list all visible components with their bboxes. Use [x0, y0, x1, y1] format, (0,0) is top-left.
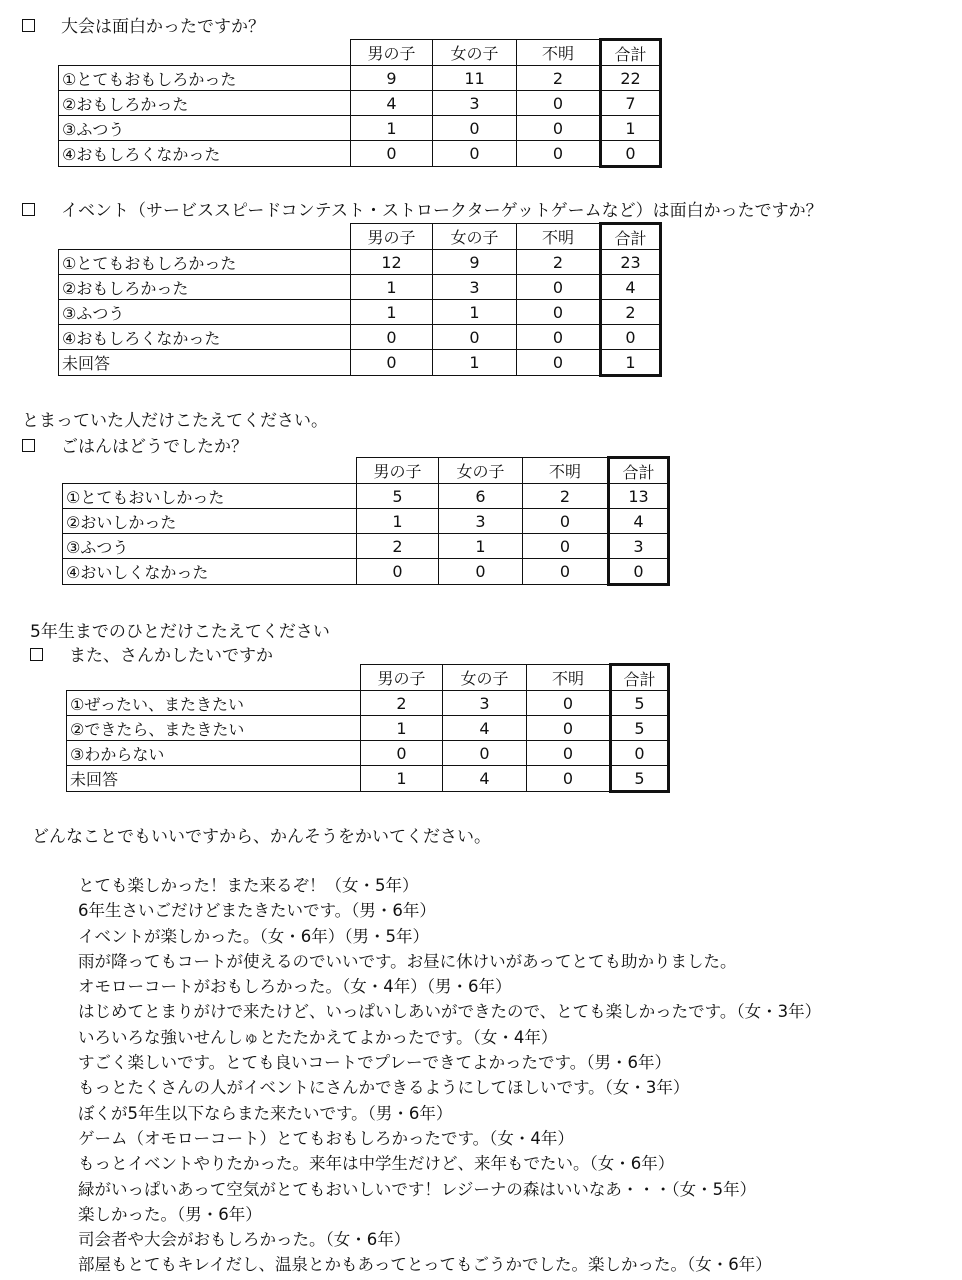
cell-boys: 0	[351, 325, 433, 350]
cell-total: 7	[601, 91, 661, 116]
cell-total: 3	[609, 534, 669, 559]
comment-item: 司会者や大会がおもしろかった。（女・6年）	[78, 1230, 411, 1250]
results-table-2	[58, 222, 662, 377]
cell-girls: 0	[433, 141, 517, 167]
row-label: ③わからない	[67, 741, 361, 766]
row-label: ②おもしろかった	[59, 275, 351, 300]
checkbox-icon	[22, 439, 35, 452]
section-4-intro: 5年生までのひとだけこたえてください	[30, 622, 330, 642]
header-total: 合計	[609, 458, 669, 484]
cell-unknown: 0	[523, 509, 609, 534]
cell-boys: 0	[351, 350, 433, 376]
header-boys: 男の子	[351, 40, 433, 66]
question-2-text: イベント（サービススピードコンテスト・ストロークターゲットゲームなど）は面白かったですか？	[61, 201, 823, 221]
cell-boys: 0	[361, 741, 443, 766]
table-row	[63, 484, 669, 509]
comment-item: イベントが楽しかった。（女・6年）（男・5年）	[78, 926, 429, 946]
question-2	[22, 196, 823, 221]
comments-prompt: どんなことでもいいですから、かんそうをかいてください。	[32, 827, 491, 847]
table-row	[59, 91, 661, 116]
cell-boys: 0	[357, 559, 439, 585]
cell-unknown: 0	[527, 741, 611, 766]
header-total: 合計	[601, 40, 661, 66]
cell-unknown: 0	[517, 300, 601, 325]
cell-boys: 2	[361, 691, 443, 716]
cell-girls: 3	[433, 91, 517, 116]
cell-boys: 9	[351, 66, 433, 91]
cell-boys: 1	[351, 300, 433, 325]
header-blank	[59, 40, 351, 66]
table-row	[63, 534, 669, 559]
cell-girls: 0	[433, 325, 517, 350]
row-label: 未回答	[59, 350, 351, 376]
cell-girls: 1	[433, 350, 517, 376]
table-row	[59, 300, 661, 325]
header-boys: 男の子	[357, 458, 439, 484]
comment-item: もっとイベントやりたかった。来年は中学生だけど、来年もでたい。（女・6年）	[78, 1154, 675, 1174]
table-row	[59, 250, 661, 275]
table-row	[59, 141, 661, 167]
cell-boys: 2	[357, 534, 439, 559]
question-1	[22, 12, 265, 37]
comment-item: 楽しかった。（男・6年）	[78, 1204, 262, 1224]
comment-item: ぼくが5年生以下ならまた来たいです。（男・6年）	[78, 1103, 453, 1123]
cell-total: 1	[601, 116, 661, 141]
header-blank	[67, 665, 361, 691]
cell-unknown: 0	[517, 325, 601, 350]
header-unknown: 不明	[517, 40, 601, 66]
results-table-4	[66, 663, 670, 793]
cell-girls: 3	[439, 509, 523, 534]
row-label: ④おもしろくなかった	[59, 325, 351, 350]
cell-girls: 1	[433, 300, 517, 325]
table-header-row	[59, 40, 661, 66]
cell-boys: 0	[351, 141, 433, 167]
comment-item: もっとたくさんの人がイベントにさんかできるようにしてほしいです。（女・3年）	[78, 1078, 690, 1098]
cell-total: 5	[611, 691, 669, 716]
header-blank	[63, 458, 357, 484]
cell-unknown: 2	[523, 484, 609, 509]
table-row	[59, 350, 661, 376]
cell-boys: 1	[351, 275, 433, 300]
cell-total: 0	[601, 325, 661, 350]
row-label: ③ふつう	[59, 300, 351, 325]
row-label: ①とてもおもしろかった	[59, 66, 351, 91]
row-label: ②おいしかった	[63, 509, 357, 534]
table-header-row	[63, 458, 669, 484]
table-row	[59, 325, 661, 350]
cell-unknown: 0	[523, 534, 609, 559]
checkbox-icon	[30, 648, 43, 661]
cell-unknown: 0	[527, 716, 611, 741]
header-boys: 男の子	[361, 665, 443, 691]
row-label: ③ふつう	[59, 116, 351, 141]
table-row	[59, 275, 661, 300]
table-row	[67, 691, 669, 716]
cell-girls: 0	[433, 116, 517, 141]
table-header-row	[67, 665, 669, 691]
row-label: ①ぜったい、またきたい	[67, 691, 361, 716]
question-4-text: また、さんかしたいですか	[69, 646, 273, 666]
table-row	[67, 766, 669, 792]
cell-girls: 4	[443, 766, 527, 792]
cell-girls: 3	[433, 275, 517, 300]
comment-item: いろいろな強いせんしゅとたたかえてよかったです。（女・4年）	[78, 1027, 558, 1047]
cell-total: 1	[601, 350, 661, 376]
header-total: 合計	[611, 665, 669, 691]
cell-total: 0	[609, 559, 669, 585]
header-unknown: 不明	[527, 665, 611, 691]
comment-item: はじめてとまりがけで来たけど、いっぱいしあいができたので、とても楽しかったです。（女・3年）	[78, 1002, 822, 1022]
results-table-1	[58, 38, 662, 168]
header-unknown: 不明	[523, 458, 609, 484]
header-unknown: 不明	[517, 224, 601, 250]
cell-boys: 5	[357, 484, 439, 509]
header-girls: 女の子	[443, 665, 527, 691]
comment-item: ゲーム（オモローコート）とてもおもしろかったです。（女・4年）	[78, 1128, 574, 1148]
cell-total: 4	[609, 509, 669, 534]
cell-boys: 4	[351, 91, 433, 116]
cell-total: 5	[611, 716, 669, 741]
cell-boys: 1	[357, 509, 439, 534]
table-row	[67, 741, 669, 766]
row-label: ①とてもおいしかった	[63, 484, 357, 509]
header-boys: 男の子	[351, 224, 433, 250]
row-label: ①とてもおもしろかった	[59, 250, 351, 275]
row-label: ③ふつう	[63, 534, 357, 559]
row-label: ②できたら、またきたい	[67, 716, 361, 741]
header-girls: 女の子	[439, 458, 523, 484]
cell-boys: 1	[361, 716, 443, 741]
comment-item: 雨が降ってもコートが使えるのでいいです。お昼に休けいがあってとても助かりました。	[78, 951, 737, 971]
question-1-text: 大会は面白かったですか？	[61, 17, 265, 37]
cell-total: 5	[611, 766, 669, 792]
results-table-3	[62, 456, 670, 586]
cell-boys: 1	[351, 116, 433, 141]
checkbox-icon	[22, 19, 35, 32]
cell-girls: 4	[443, 716, 527, 741]
comment-item: 緑がいっぱいあって空気がとてもおいしいです！レジーナの森はいいなあ・・・（女・5年）	[78, 1179, 757, 1199]
row-label: 未回答	[67, 766, 361, 792]
cell-total: 4	[601, 275, 661, 300]
cell-total: 23	[601, 250, 661, 275]
table-row	[67, 716, 669, 741]
comment-item: 6年生さいごだけどまたきたいです。（男・6年）	[78, 901, 436, 921]
cell-boys: 12	[351, 250, 433, 275]
header-girls: 女の子	[433, 224, 517, 250]
cell-unknown: 0	[517, 275, 601, 300]
section-3-intro: とまっていた人だけこたえてください。	[22, 411, 328, 431]
table-row	[63, 509, 669, 534]
cell-unknown: 0	[517, 350, 601, 376]
cell-unknown: 0	[523, 559, 609, 585]
cell-unknown: 0	[517, 91, 601, 116]
row-label: ④おいしくなかった	[63, 559, 357, 585]
cell-unknown: 0	[527, 766, 611, 792]
table-row	[59, 66, 661, 91]
question-3	[22, 432, 248, 457]
cell-total: 2	[601, 300, 661, 325]
row-label: ④おもしろくなかった	[59, 141, 351, 167]
cell-girls: 0	[439, 559, 523, 585]
cell-total: 13	[609, 484, 669, 509]
cell-girls: 3	[443, 691, 527, 716]
cell-total: 0	[601, 141, 661, 167]
cell-unknown: 0	[527, 691, 611, 716]
row-label: ②おもしろかった	[59, 91, 351, 116]
comment-item: すごく楽しいです。とても良いコートでプレーできてよかったです。（男・6年）	[78, 1053, 671, 1073]
cell-girls: 11	[433, 66, 517, 91]
comments-list	[78, 873, 821, 1278]
table-row	[59, 116, 661, 141]
table-header-row	[59, 224, 661, 250]
comment-item: とても楽しかった！また来るぞ！（女・5年）	[78, 876, 419, 895]
comment-item: オモローコートがおもしろかった。（女・4年）（男・6年）	[78, 977, 512, 997]
header-girls: 女の子	[433, 40, 517, 66]
cell-girls: 1	[439, 534, 523, 559]
cell-boys: 1	[361, 766, 443, 792]
header-blank	[59, 224, 351, 250]
cell-unknown: 0	[517, 116, 601, 141]
cell-unknown: 2	[517, 66, 601, 91]
cell-girls: 6	[439, 484, 523, 509]
cell-unknown: 2	[517, 250, 601, 275]
comment-item: 部屋もとてもキレイだし、温泉とかもあってとってもごうかでした。楽しかった。（女・6年）	[78, 1255, 772, 1275]
cell-girls: 0	[443, 741, 527, 766]
cell-girls: 9	[433, 250, 517, 275]
cell-total: 0	[611, 741, 669, 766]
cell-unknown: 0	[517, 141, 601, 167]
cell-total: 22	[601, 66, 661, 91]
header-total: 合計	[601, 224, 661, 250]
table-row	[63, 559, 669, 585]
checkbox-icon	[22, 203, 35, 216]
question-3-text: ごはんはどうでしたか？	[61, 437, 248, 457]
